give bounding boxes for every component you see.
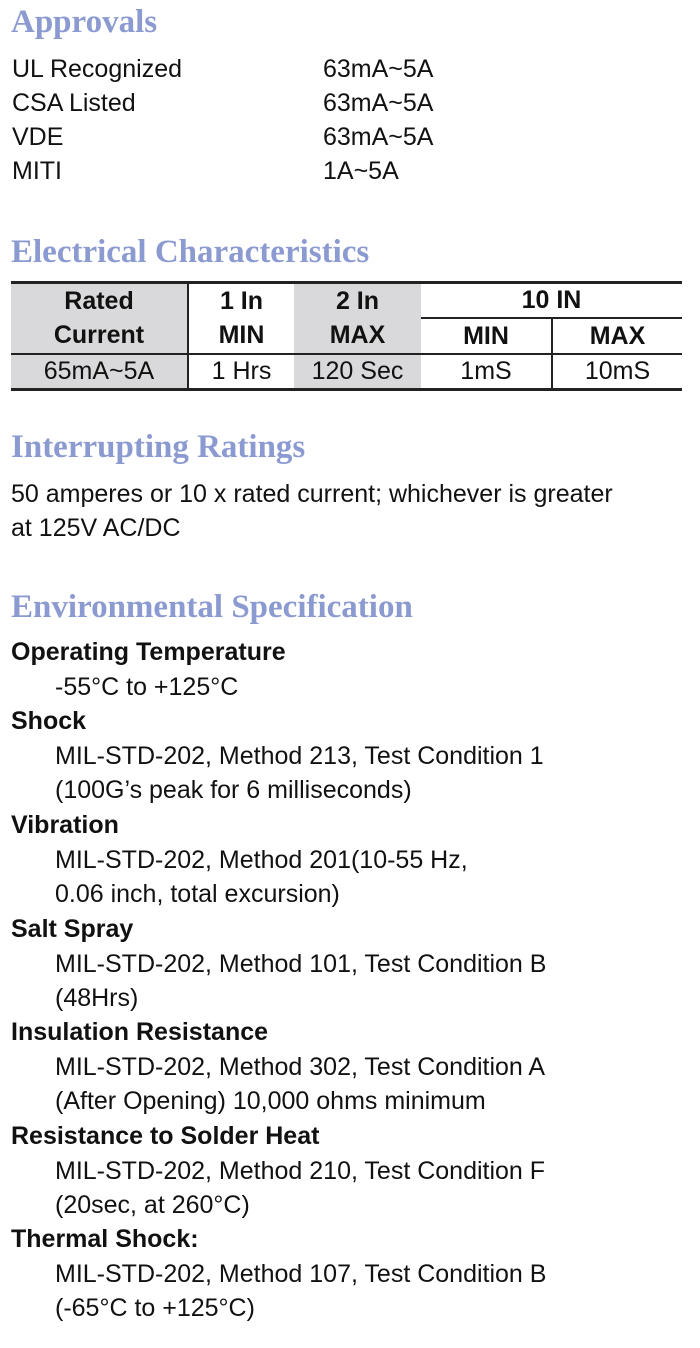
table-header-cell: 10 IN bbox=[421, 283, 682, 319]
table-row bbox=[11, 354, 682, 390]
interrupting-heading: Interrupting Ratings bbox=[11, 429, 306, 465]
spec-value-line: 0.06 inch, total excursion) bbox=[55, 880, 340, 908]
spec-value-line: (20sec, at 260°C) bbox=[55, 1191, 250, 1219]
spec-value-line: MIL-STD-202, Method 302, Test Condition A bbox=[55, 1053, 546, 1081]
table-cell: 1 Hrs bbox=[211, 357, 272, 385]
approval-row bbox=[12, 52, 652, 86]
electrical-heading: Electrical Characteristics bbox=[11, 234, 370, 270]
spec-label-operating-temperature: Operating Temperature bbox=[11, 638, 286, 666]
table-header-cell: Current bbox=[11, 318, 188, 354]
spec-value-line: MIL-STD-202, Method 210, Test Condition F bbox=[55, 1157, 546, 1185]
table-header-cell: MIN bbox=[188, 318, 294, 354]
spec-value-line: MIL-STD-202, Method 101, Test Condition B bbox=[55, 950, 547, 978]
table-header-cell: MAX bbox=[552, 318, 682, 354]
spec-label-solder-heat: Resistance to Solder Heat bbox=[11, 1122, 320, 1150]
table-cell: 1mS bbox=[421, 354, 552, 390]
spec-value-line: MIL-STD-202, Method 213, Test Condition 1 bbox=[55, 742, 544, 770]
table-cell: 120 Sec bbox=[294, 354, 421, 390]
approval-range: 1A~5A bbox=[323, 157, 399, 185]
spec-value-line: (After Opening) 10,000 ohms minimum bbox=[55, 1087, 486, 1115]
interrupting-text-line: at 125V AC/DC bbox=[11, 514, 181, 542]
table-header-cell: Rated bbox=[11, 283, 188, 319]
environmental-heading: Environmental Specification bbox=[11, 589, 413, 625]
spec-label-thermal-shock: Thermal Shock: bbox=[11, 1225, 199, 1253]
spec-label-insulation-resistance: Insulation Resistance bbox=[11, 1018, 269, 1046]
table-cell: 10mS bbox=[584, 357, 651, 385]
spec-label-shock: Shock bbox=[11, 707, 87, 735]
approval-name: CSA Listed bbox=[12, 89, 136, 117]
approvals-heading: Approvals bbox=[11, 4, 158, 40]
spec-label-salt-spray: Salt Spray bbox=[11, 915, 134, 943]
spec-value-line: -55°C to +125°C bbox=[55, 673, 239, 701]
table-cell: 65mA~5A bbox=[11, 354, 188, 390]
approval-row bbox=[12, 154, 652, 188]
approval-name: UL Recognized bbox=[12, 55, 183, 83]
spec-value-line: (100G’s peak for 6 milliseconds) bbox=[55, 776, 412, 804]
approval-row bbox=[12, 86, 652, 120]
table-header-cell: MIN bbox=[421, 318, 552, 354]
spec-value-line: MIL-STD-202, Method 107, Test Condition B bbox=[55, 1260, 547, 1288]
approval-row bbox=[12, 120, 652, 154]
approval-name: VDE bbox=[12, 123, 64, 151]
table-header-cell: 1 In bbox=[219, 286, 264, 315]
approval-name: MITI bbox=[12, 157, 62, 185]
spec-value-line: (48Hrs) bbox=[55, 984, 139, 1012]
approval-range: 63mA~5A bbox=[323, 55, 434, 83]
spec-value-line: MIL-STD-202, Method 201(10-55 Hz, bbox=[55, 846, 468, 874]
table-header-cell: 2 In bbox=[294, 283, 421, 319]
spec-label-vibration: Vibration bbox=[11, 811, 119, 839]
spec-value-line: (-65°C to +125°C) bbox=[55, 1294, 255, 1322]
approval-range: 63mA~5A bbox=[323, 123, 434, 151]
approval-range: 63mA~5A bbox=[323, 89, 434, 117]
table-header-cell: MAX bbox=[294, 318, 421, 354]
interrupting-text-line: 50 amperes or 10 x rated current; whichever is greater bbox=[11, 480, 613, 508]
table-header-row bbox=[11, 283, 682, 319]
table-header-row bbox=[11, 318, 682, 354]
electrical-table bbox=[11, 281, 682, 391]
